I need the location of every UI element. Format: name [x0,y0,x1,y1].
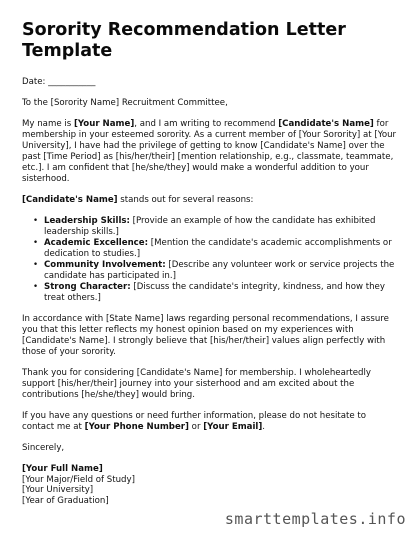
list-item [33,260,400,282]
reasons-intro [22,195,400,206]
email-placeholder: [Your Email] [203,422,263,432]
reasons-list [22,216,400,304]
reason-label: Leadership Skills: [44,216,130,226]
signature-university: [Your University] [22,485,94,495]
bullet-icon: • [33,238,39,248]
bullet-icon: • [33,216,39,226]
reason-label: Strong Character: [44,282,131,292]
reason-label: Academic Excellence: [44,238,149,248]
intro-text-1: My name is [22,119,74,129]
letter-page [22,20,400,506]
signature-grad-year: [Year of Graduation] [22,495,109,506]
reason-text: [Describe any volunteer work or service projects the candidate has participated in.] [44,260,395,281]
candidate-name-placeholder: [Candidate's Name] [278,119,374,129]
compliance-paragraph: In accordance with [State Name] laws regarding personal recommendations, I assure you that this letter reflects my honest opinion based on my experiences with [Candidate's Name]. I strongly believe that [his/her/their] values align perfectly with those of your sorority. [22,314,389,357]
contact-text-1: If you have any questions or need further information, please do not hesitate to contact me at [22,411,367,432]
reason-text: [Discuss the candidate's integrity, kindness, and how they treat others.] [44,282,385,303]
signature-name: [Your Full Name] [22,464,103,474]
contact-text-3: . [262,422,266,432]
your-name-placeholder: [Your Name] [73,119,135,129]
reasons-intro-text: stands out for several reasons: [117,195,254,205]
list-item [33,238,400,260]
thanks-paragraph: Thank you for considering [Candidate's Name] for membership. I wholeheartedly support [his/her/their] journey into your sisterhood and am excited about the contributions [he/she/they] would bring. [22,368,371,400]
phone-placeholder: [Your Phone Number] [84,422,189,432]
intro-text-2: , and I am writing to recommend [134,119,279,129]
contact-paragraph [22,411,400,433]
watermark: smarttemplates.info [224,510,406,528]
intro-paragraph [22,119,400,185]
bullet-icon: • [33,260,39,270]
signature-block [22,464,400,506]
intro-text-3: for membership in your esteemed sorority. As a current member of [Your Sorority] at [Your University], I have had the privilege of getting to know [Candidate's Name] over the past [Time Period] as [his/her/their] [mention relationship, e.g., classmate, teammate, etc.]. I am confident that [he/she/they] would make a wonderful addition to your sisterhood. [22,119,397,184]
signature-major: [Your Major/Field of Study] [22,474,135,485]
date-line: Date: ___________ [22,77,96,87]
reason-label: Community Involvement: [44,260,166,270]
candidate-name-placeholder: [Candidate's Name] [22,195,118,205]
salutation: To the [Sorority Name] Recruitment Committee, [22,98,228,108]
reason-text: [Provide an example of how the candidate has exhibited leadership skills.] [44,216,376,237]
contact-text-2: or [188,422,204,432]
page-title: Sorority Recommendation Letter Template [22,20,346,61]
list-item [33,282,400,304]
bullet-icon: • [33,282,39,292]
list-item [33,216,400,238]
reason-text: [Mention the candidate's academic accomplishments or dedication to studies.] [44,238,392,259]
closing: Sincerely, [22,443,65,453]
